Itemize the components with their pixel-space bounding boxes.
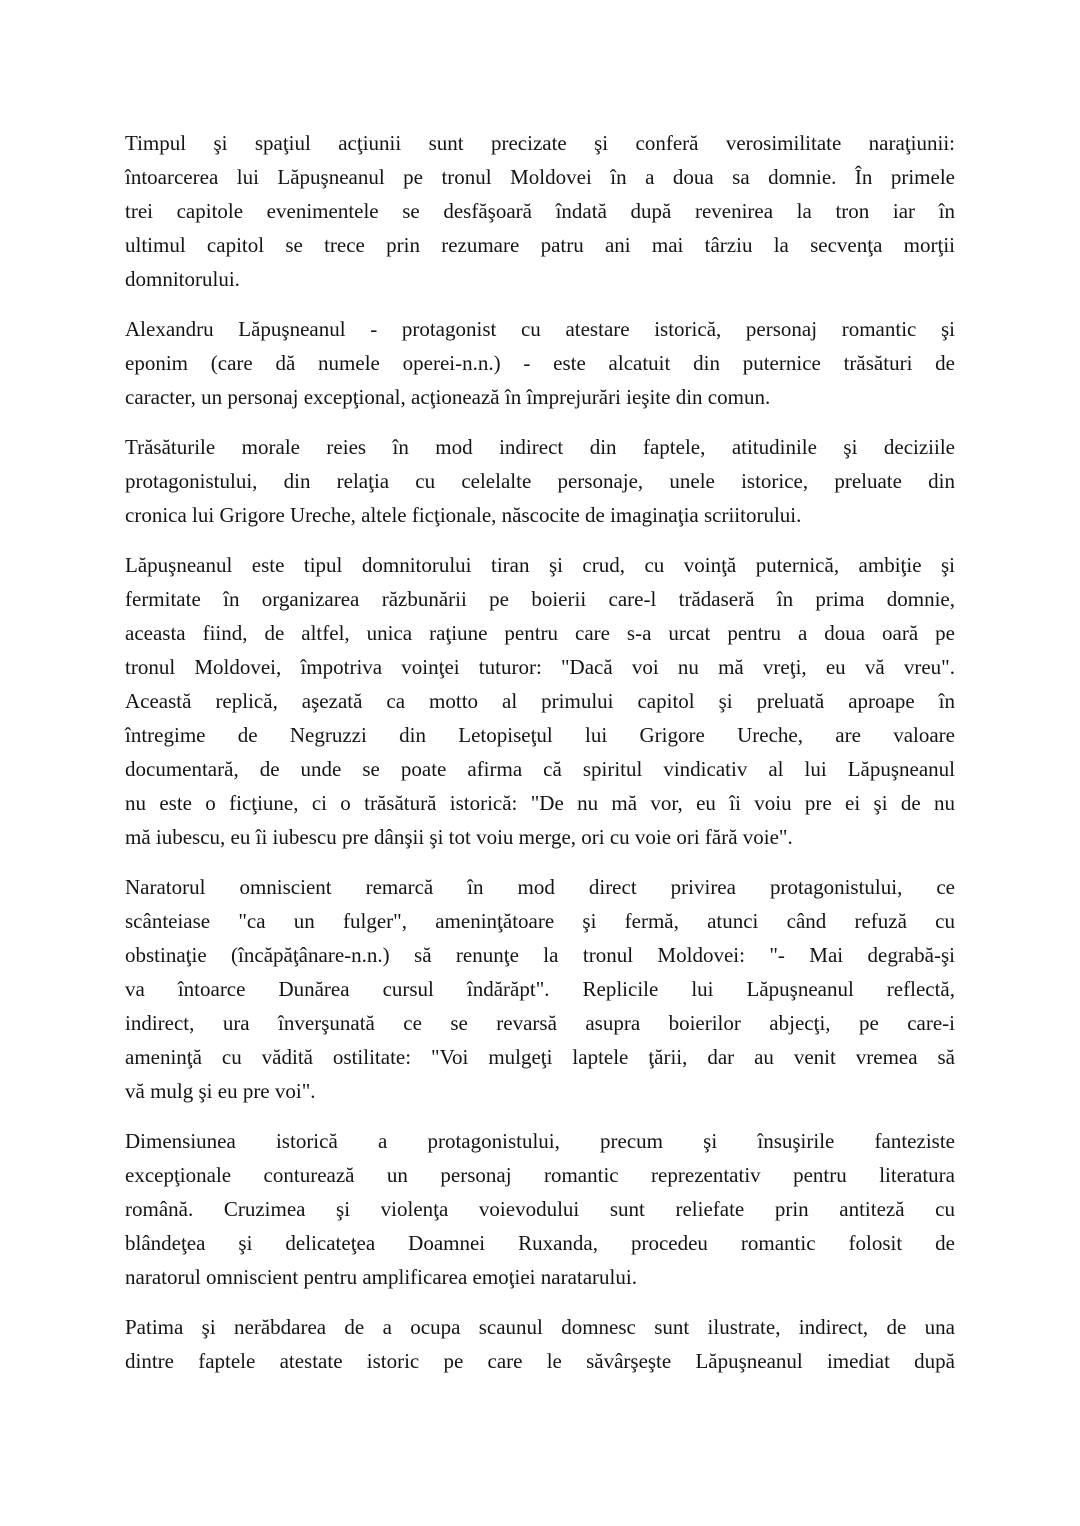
paragraph [125, 1124, 955, 1294]
text-line: documentară, de unde se poate afirma că spiritul vindicativ al lui Lăpuşneanul [125, 757, 955, 781]
text-line: tronul Moldovei, împotriva voinţei tuturor: "Dacă voi nu mă vreţi, eu vă vreu". [125, 655, 955, 679]
text-line: Lăpuşneanul este tipul domnitorului tiran şi crud, cu voinţă puternică, ambiţie şi [125, 553, 955, 577]
paragraph [125, 126, 955, 296]
text-line: aceasta fiind, de altfel, unica raţiune pentru care s-a urcat pentru a doua oară pe [125, 621, 955, 645]
text-line: excepţionale conturează un personaj romantic reprezentativ pentru literatura [125, 1163, 955, 1187]
text-line: naratorul omniscient pentru amplificarea emoţiei naratarului. [125, 1265, 637, 1289]
text-line: întoarcerea lui Lăpuşneanul pe tronul Moldovei în a doua sa domnie. În primele [125, 165, 955, 189]
text-line: blândeţea şi delicateţea Doamnei Ruxanda, procedeu romantic folosit de [125, 1231, 955, 1255]
text-line: protagonistului, din relaţia cu celelalte personaje, unele istorice, preluate din [125, 469, 955, 493]
text-line: trei capitole evenimentele se desfăşoară îndată după revenirea la tron iar în [125, 199, 955, 223]
text-line: caracter, un personaj excepţional, acţionează în împrejurări ieşite din comun. [125, 385, 771, 409]
text-line: Patima şi nerăbdarea de a ocupa scaunul domnesc sunt ilustrate, indirect, de una [125, 1315, 955, 1339]
text-line: ameninţă cu vădită ostilitate: "Voi mulgeţi laptele ţării, dar au venit vremea să [125, 1045, 955, 1069]
paragraph [125, 430, 955, 532]
text-line: dintre faptele atestate istoric pe care le săvârşeşte Lăpuşneanul imediat după [125, 1349, 955, 1373]
text-line: domnitorului. [125, 267, 240, 291]
text-line: vă mulg şi eu pre voi". [125, 1079, 316, 1103]
text-line: nu este o ficţiune, ci o trăsătură istorică: "De nu mă vor, eu îi voiu pre ei şi de nu [125, 791, 955, 815]
text-line: obstinaţie (încăpăţânare-n.n.) să renunţe la tronul Moldovei: "- Mai degrabă-şi [125, 943, 955, 967]
text-line: Dimensiunea istorică a protagonistului, precum şi însuşirile fanteziste [125, 1129, 955, 1153]
text-line: indirect, ura înverşunată ce se revarsă asupra boierilor abjecţi, pe care-i [125, 1011, 955, 1035]
text-line: Naratorul omniscient remarcă în mod direct privirea protagonistului, ce [125, 875, 955, 899]
paragraph [125, 548, 955, 854]
paragraph [125, 870, 955, 1108]
text-line: scânteiase "ca un fulger", ameninţătoare şi fermă, atunci când refuză cu [125, 909, 955, 933]
paragraph [125, 1310, 955, 1378]
text-line: Această replică, aşezată ca motto al primului capitol şi preluată aproape în [125, 689, 955, 713]
text-line: cronica lui Grigore Ureche, altele ficţionale, născocite de imaginaţia scriitorului. [125, 503, 802, 527]
text-line: întregime de Negruzzi din Letopiseţul lui Grigore Ureche, are valoare [125, 723, 955, 747]
text-line: Trăsăturile morale reies în mod indirect din faptele, atitudinile şi deciziile [125, 435, 955, 459]
paragraph [125, 312, 955, 414]
text-line: eponim (care dă numele operei-n.n.) - este alcatuit din puternice trăsături de [125, 351, 955, 375]
text-line: ultimul capitol se trece prin rezumare patru ani mai târziu la secvenţa morţii [125, 233, 955, 257]
text-line: Alexandru Lăpuşneanul - protagonist cu atestare istorică, personaj romantic şi [125, 317, 955, 341]
text-line: Timpul şi spaţiul acţiunii sunt precizate şi conferă verosimilitate naraţiunii: [125, 131, 955, 155]
text-line: română. Cruzimea şi violenţa voievodului sunt reliefate prin antiteză cu [125, 1197, 955, 1221]
text-line: fermitate în organizarea răzbunării pe boierii care-l trădaseră în prima domnie, [125, 587, 955, 611]
text-line: va întoarce Dunărea cursul îndărăpt". Replicile lui Lăpuşneanul reflectă, [125, 977, 955, 1001]
text-line: mă iubescu, eu îi iubescu pre dânşii şi tot voiu merge, ori cu voie ori fără voie". [125, 825, 793, 849]
